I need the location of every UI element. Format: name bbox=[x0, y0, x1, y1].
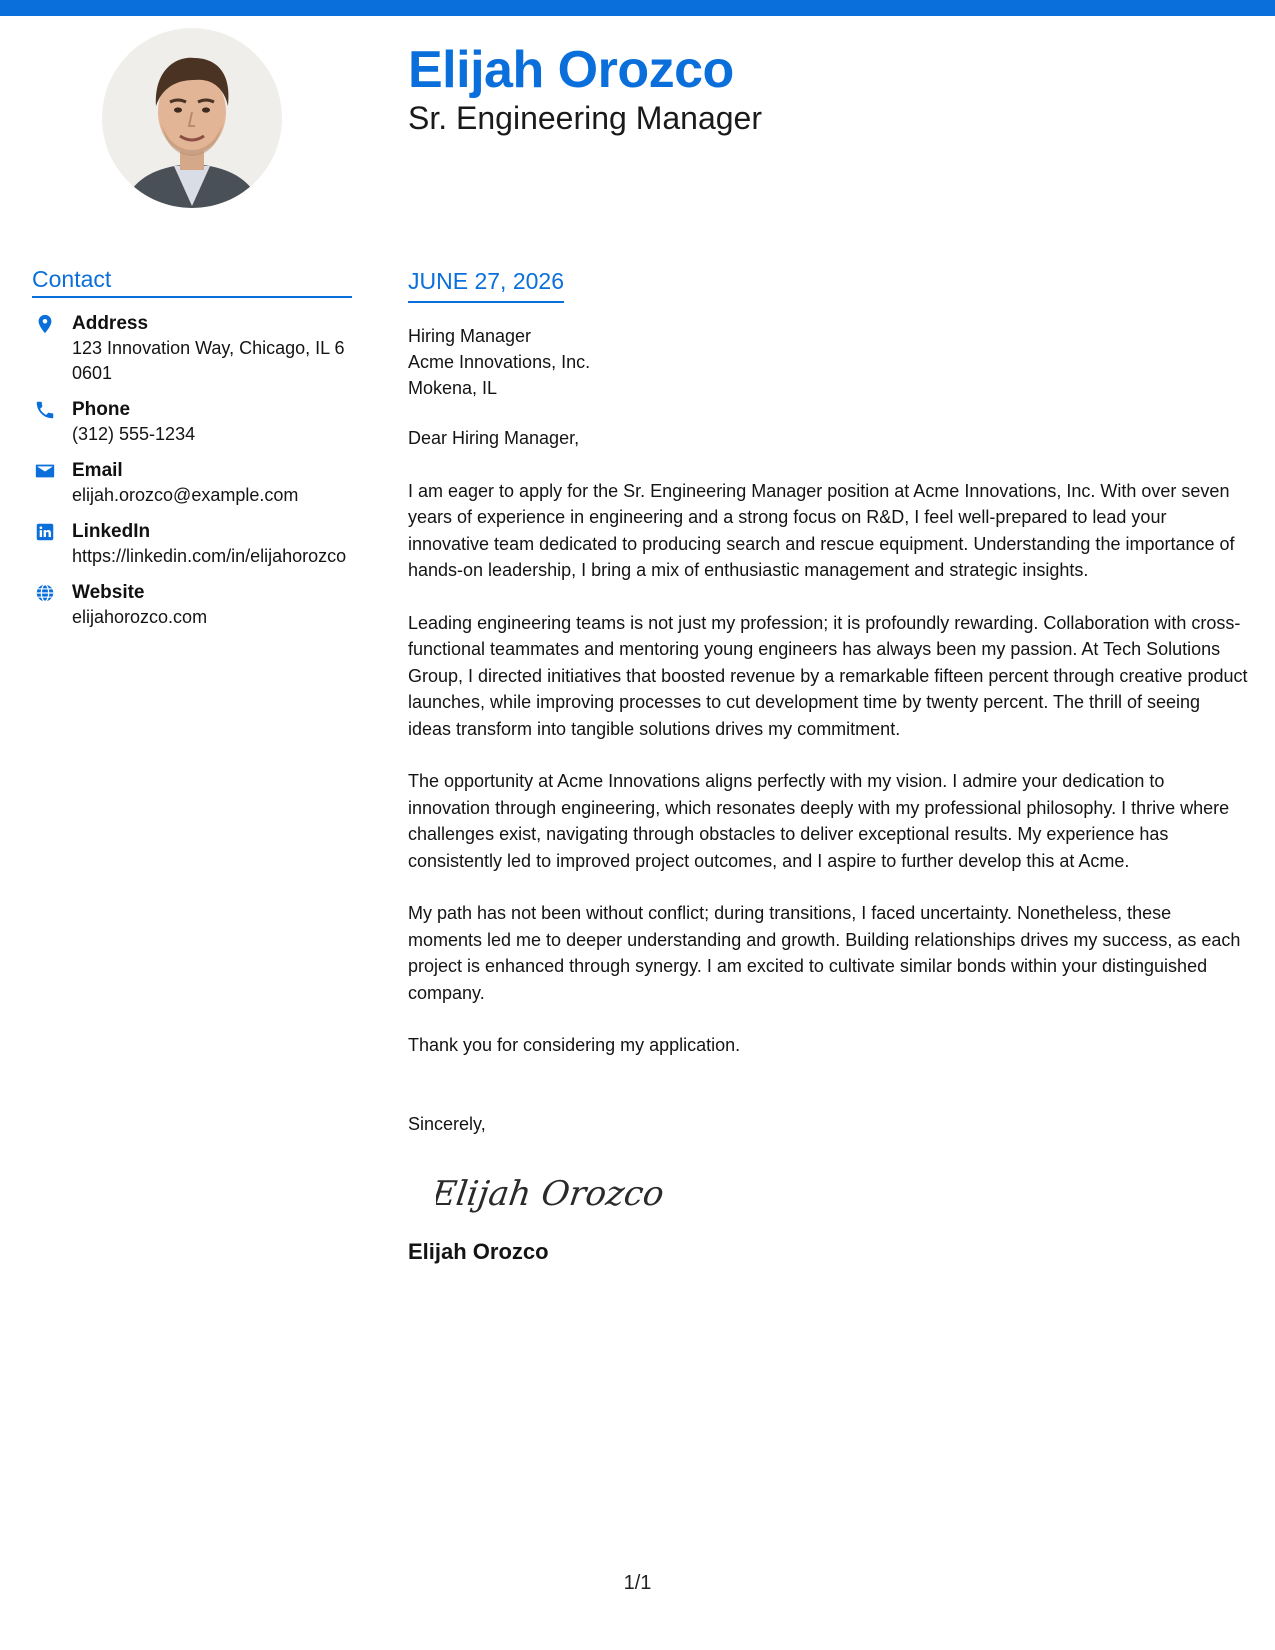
closing: Sincerely, bbox=[408, 1113, 486, 1134]
paragraph: Leading engineering teams is not just my profession; it is profoundly rewarding. Collaboration with cross-functional teammates and mentoring young engineers has always been my passion. At Tech Solutions Group, I directed initiatives that boosted revenue by a remarkable fifteen percent through creative product launches, while improving processes to cut development time by twenty percent. The thrill of seeing ideas transform into tangible solutions drives my commitment. bbox=[408, 612, 1248, 739]
paragraph: My path has not been without conflict; during transitions, I faced uncertainty. Nonetheless, these moments led me to deeper understanding and growth. Building relationships drives my success, as each project is enhanced through synergy. I am excited to cultivate similar bonds within your distinguished company. bbox=[408, 903, 1241, 1003]
email-value[interactable]: elijah.orozco@example.com bbox=[72, 485, 299, 505]
recipient-block bbox=[408, 323, 1248, 401]
email-label: Email bbox=[72, 460, 123, 481]
handwritten-signature bbox=[436, 1163, 1248, 1223]
phone-value: (312) 555-1234 bbox=[72, 424, 196, 444]
globe-icon bbox=[34, 582, 56, 604]
paragraph: The opportunity at Acme Innovations aligns perfectly with my vision. I admire your dedication to innovation through engineering, which resonates deeply with my professional philosophy. I thrive where challenges exist, navigating through obstacles to deliver exceptional results. My experience has consistently led to improved project outcomes, and I aspire to further develop this at Acme. bbox=[408, 771, 1230, 871]
contact-linkedin bbox=[32, 520, 352, 569]
contact-sidebar bbox=[32, 266, 352, 642]
recipient-company: Acme Innovations, Inc. bbox=[408, 352, 591, 372]
applicant-name: Elijah Orozco bbox=[408, 41, 734, 99]
salutation: Dear Hiring Manager, bbox=[408, 428, 580, 448]
linkedin-label: LinkedIn bbox=[72, 521, 151, 542]
recipient-location: Mokena, IL bbox=[408, 378, 498, 398]
address-value: 123 Innovation Way, Chicago, IL 60601 bbox=[72, 338, 345, 383]
profile-photo bbox=[102, 28, 282, 208]
contact-heading: Contact bbox=[32, 266, 352, 298]
linkedin-icon bbox=[34, 521, 56, 543]
contact-email bbox=[32, 459, 352, 508]
website-label: Website bbox=[72, 582, 145, 603]
paragraph: I am eager to apply for the Sr. Engineering Manager position at Acme Innovations, Inc. With over seven years of experience in engineering and a strong focus on R&D, I feel well-prepared to lead your innovative team dedicated to producing search and rescue equipment. Understanding the importance of hands-on leadership, I bring a mix of enthusiastic management and strategic insights. bbox=[408, 480, 1235, 580]
portrait-icon bbox=[102, 28, 282, 208]
email-icon bbox=[34, 460, 56, 482]
svg-text:Elijah Orozco: Elijah Orozco bbox=[436, 1174, 666, 1214]
contact-phone bbox=[32, 398, 352, 447]
letter-body bbox=[408, 268, 1248, 1265]
location-pin-icon bbox=[34, 313, 56, 335]
contact-address bbox=[32, 312, 352, 386]
page-number: 1/1 bbox=[623, 1572, 652, 1594]
phone-label: Phone bbox=[72, 399, 131, 420]
signer-name: Elijah Orozco bbox=[408, 1239, 549, 1264]
top-accent-bar bbox=[0, 0, 1275, 16]
signature-image bbox=[436, 1163, 666, 1223]
letter-date: JUNE 27, 2026 bbox=[408, 268, 564, 303]
address-label: Address bbox=[72, 313, 149, 334]
phone-icon bbox=[34, 399, 56, 421]
linkedin-value[interactable]: https://linkedin.com/in/elijahorozco bbox=[72, 546, 347, 566]
website-value[interactable]: elijahorozco.com bbox=[72, 607, 208, 627]
recipient-name: Hiring Manager bbox=[408, 326, 532, 346]
thank-you-line: Thank you for considering my application. bbox=[408, 1035, 741, 1055]
contact-website bbox=[32, 581, 352, 630]
applicant-title: Sr. Engineering Manager bbox=[408, 100, 762, 136]
